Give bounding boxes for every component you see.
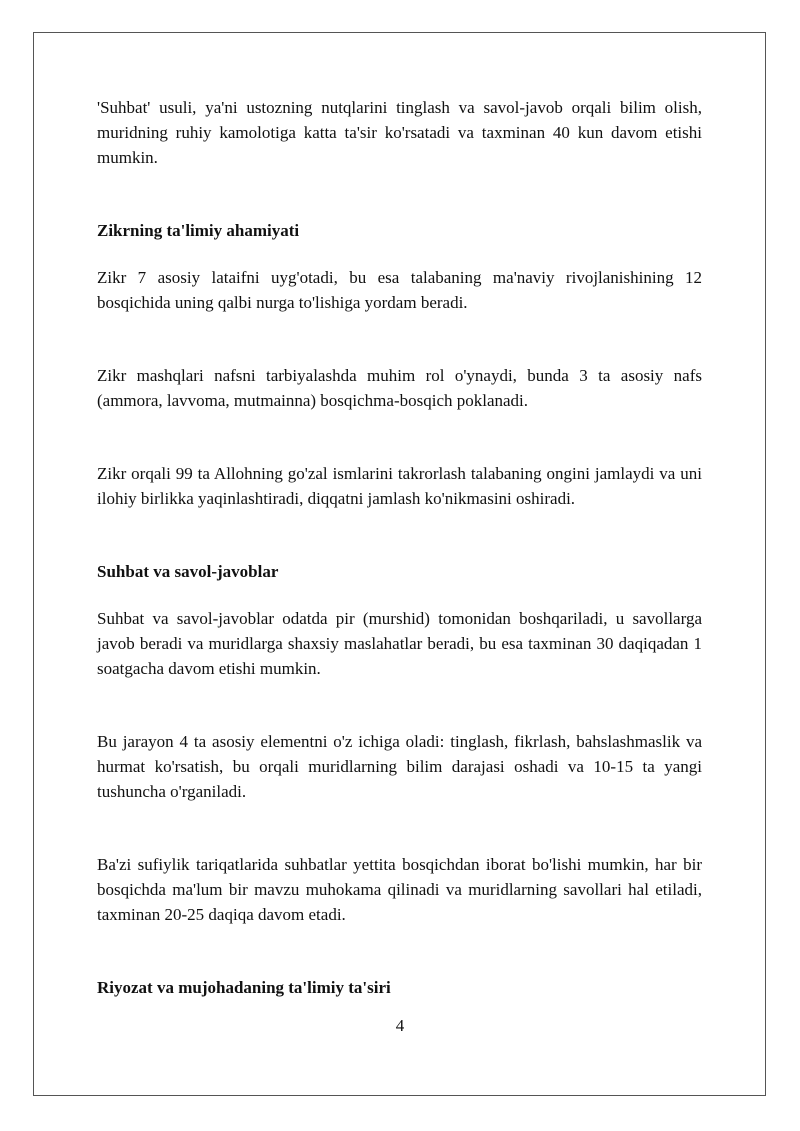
paragraph-jarayon-elementlar: Bu jarayon 4 ta asosiy elementni o'z ichiga oladi: tinglash, fikrlash, bahslashmaslik va hurmat ko'rsatish, bu orqali muridlarning bilim darajasi oshadi va 10-15 ta yangi tushuncha o'rganiladi. <box>97 732 702 801</box>
paragraph-zikr-ismlar: Zikr orqali 99 ta Allohning go'zal ismlarini takrorlash talabaning ongini jamlaydi va uni ilohiy birlikka yaqinlashtiradi, diqqatni jamlash ko'nikmasini oshiradi. <box>97 464 702 508</box>
paragraph-zikr-lataif: Zikr 7 asosiy lataifni uyg'otadi, bu esa talabaning ma'naviy rivojlanishining 12 bosqichida uning qalbi nurga to'lishiga yordam beradi. <box>97 268 702 312</box>
heading-riyozat-mujohada: Riyozat va mujohadaning ta'limiy ta'siri <box>97 978 391 997</box>
paragraph-zikr-nafs: Zikr mashqlari nafsni tarbiyalashda muhim rol o'ynaydi, bunda 3 ta asosiy nafs (ammora, lavvoma, mutmainna) bosqichma-bosqich poklanadi. <box>97 366 702 410</box>
heading-zikr-ahamiyati: Zikrning ta'limiy ahamiyati <box>97 221 300 240</box>
paragraph-suhbat-murshid: Suhbat va savol-javoblar odatda pir (murshid) tomonidan boshqariladi, u savollarga javob beradi va muridlarga shaxsiy maslahatlar beradi, bu esa taxminan 30 daqiqadan 1 soatgacha davom etishi mumkin. <box>97 609 702 678</box>
paragraph-tariqat-bosqichlar: Ba'zi sufiylik tariqatlarida suhbatlar yettita bosqichdan iborat bo'lishi mumkin, har bir bosqichda ma'lum bir mavzu muhokama qilinadi va muridlarning savollari hal etiladi, taxminan 20-25 daqiqa davom etadi. <box>97 855 702 924</box>
heading-suhbat-savol-javob: Suhbat va savol-javoblar <box>97 562 279 581</box>
page-number: 4 <box>395 1016 405 1035</box>
page-content <box>97 95 702 1000</box>
paragraph-suhbat-usuli: 'Suhbat' usuli, ya'ni ustozning nutqlarini tinglash va savol-javob orqali bilim olish, muridning ruhiy kamolotiga katta ta'sir ko'rsatadi va taxminan 40 kun davom etishi mumkin. <box>97 98 702 167</box>
